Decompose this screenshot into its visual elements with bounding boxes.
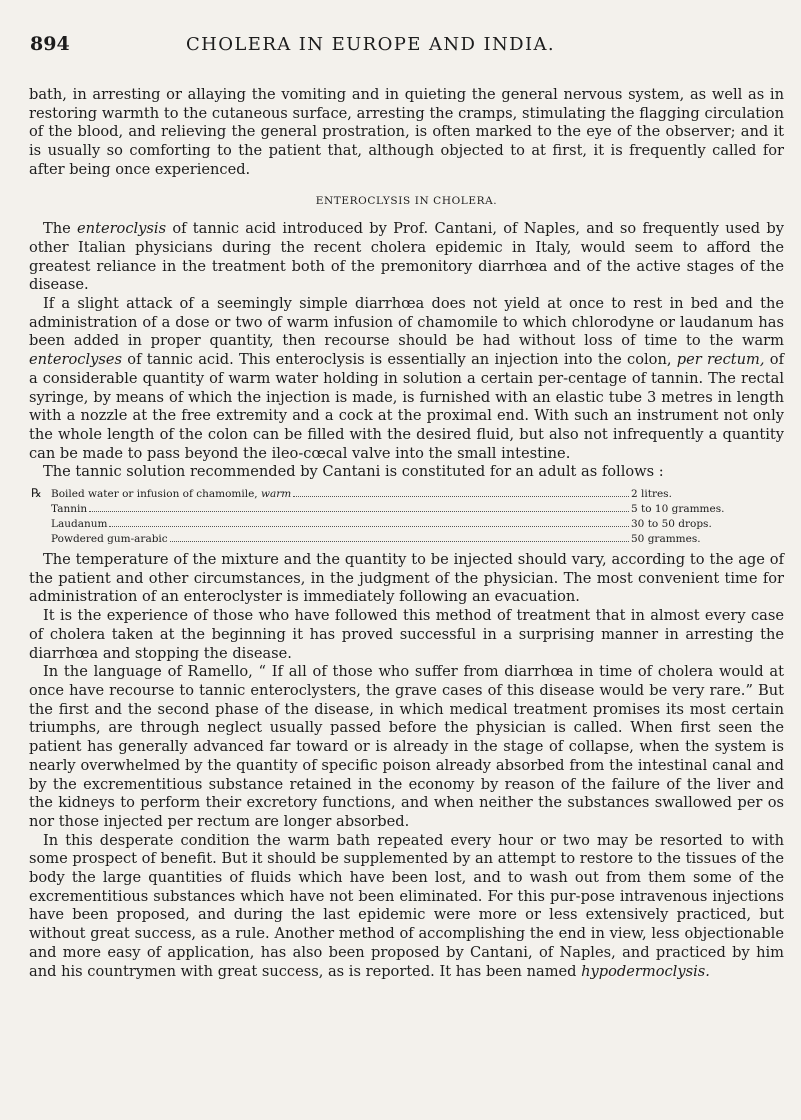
dot-leader [293, 496, 629, 497]
text-run: If a slight attack of a seemingly simple diarrhœa does not yield at once to rest in bed and the administration of a dose or two of warm infusion of chamomile to which chlorodyne or laudanum has been added in proper quantity, then recourse should be had without loss of time to the warm [29, 295, 784, 350]
prescription-row [29, 532, 784, 547]
item-name: Laudanum [51, 518, 108, 531]
page-body [29, 86, 784, 981]
text-run: The [43, 220, 78, 238]
italic-term: enteroclyses [29, 351, 122, 369]
item-name: Tannin [51, 503, 88, 516]
paragraph-experience: It is the experience of those who have followed this method of treatment that in almost every case of cholera taken at the beginning it has proved successful in a surprising manner in arresting the diarrhœa and stopping the disease. [29, 607, 784, 662]
text-run: In this desperate condition the warm bath repeated every hour or two may be resorted to with some prospect of benefit. But it should be supplemented by an attempt to restore to the tissues of the body the large quantities of fluids which have been lost, and to wash out from them some of the excrementitious substances which have not been eliminated. For this pur-pose intravenous injections have been proposed, and during the last epidemic were more or less extensively practiced, but without great success, as a rule. Another method of accomplishing the end in view, less objectionable and more easy of application, has also been proposed by Cantani, of Naples, and practiced by him and his countrymen with great success, as is reported. It has been named [29, 831, 784, 980]
item-emphasis: warm [260, 488, 292, 501]
intro-paragraph: bath, in arresting or allaying the vomiting and in quieting the general nervous system, as well as in restoring warmth to the cutaneous surface, arresting the cramps, stimulating the flagging circulation of the blood, and relieving the general prostration, is often marked to the eye of the observer; and it is usually so comforting to the patient that, although objected to at first, it is frequently called for after being once experienced. [29, 86, 784, 178]
dot-leader [89, 511, 629, 512]
italic-term: hypodermoclysis. [581, 962, 710, 980]
page-number: 894 [30, 33, 70, 55]
text-run: of a considerable quantity of warm water holding in solution a certain per-centage of tannin. The rectal syringe, by means of which the injection is made, is furnished with an elastic tube 3 metres in length with a nozzle at the free extremity and a cock at the proximal end. With such an instrument not only the whole length of the colon can be filled with the desired fluid, but also not infrequently a quantity can be made to pass beyond the ileo-cœcal valve into the small intestine. [29, 351, 784, 462]
text-run: of tannic acid. This enteroclysis is essentially an injection into the colon, [122, 351, 677, 369]
prescription [29, 486, 784, 547]
prescription-row [29, 502, 784, 517]
section-heading: ENTEROCLYSIS IN CHOLERA. [315, 194, 498, 207]
item-quantity: 30 to 50 drops. [631, 518, 712, 531]
dot-leader [170, 541, 629, 542]
item-quantity: 2 litres. [631, 488, 672, 501]
paragraph-enteroclysis-intro [29, 220, 784, 295]
item-name: Boiled water or infusion of chamomile, [51, 488, 261, 501]
italic-term: per rectum, [676, 351, 765, 369]
item-name: Powdered gum-arabic [51, 533, 168, 546]
prescription-item [51, 487, 291, 502]
paragraph-tannic-solution: The tannic solution recommended by Cantani is constituted for an adult as follows : [43, 463, 664, 481]
prescription-row [29, 486, 784, 502]
page-header [30, 33, 790, 61]
paragraph-ramello: In the language of Ramello, “ If all of those who suffer from diarrhœa in time of cholera would at once have recourse to tannic enteroclysters, the grave cases of this disease would be very rare.” But the first and the second phase of the disease, in which medical treatment promises its most certain triumphs, are through neglect usually passed before the physician is called. When first seen the patient has generally advanced far toward or is already in the stage of collapse, when the system is nearly overwhelmed by the quantity of specific poison already absorbed from the intestinal canal and by the excrementitious substance retained in the economy by reason of the failure of the liver and the kidneys to perform their excretory functions, and when neither the substances swallowed per os nor those injected per rectum are longer absorbed. [29, 663, 784, 830]
running-head: CHOLERA IN EUROPE AND INDIA. [186, 34, 555, 55]
paragraph-temperature: The temperature of the mixture and the quantity to be injected should vary, according to the age of the patient and other circumstances, in the judgment of the physician. The most convenient time for administration of an enteroclyster is immediately following an evacuation. [29, 551, 784, 606]
item-quantity: 50 grammes. [631, 533, 701, 546]
item-quantity: 5 to 10 grammes. [631, 503, 725, 516]
recipe-symbol: ℞ [31, 486, 42, 501]
prescription-row [29, 517, 784, 532]
paragraph-hypodermoclysis [29, 832, 784, 982]
paragraph-slight-attack [29, 295, 784, 463]
dot-leader [109, 526, 629, 527]
italic-term: enteroclysis [77, 220, 167, 238]
text-run: of tannic acid introduced by Prof. Cantani, of Naples, and so frequently used by other Italian physicians during the recent cholera epidemic in Italy, would seem to afford the greatest reliance in the treatment both of the premonitory diarrhœa and of the active stages of the disease. [29, 220, 784, 294]
